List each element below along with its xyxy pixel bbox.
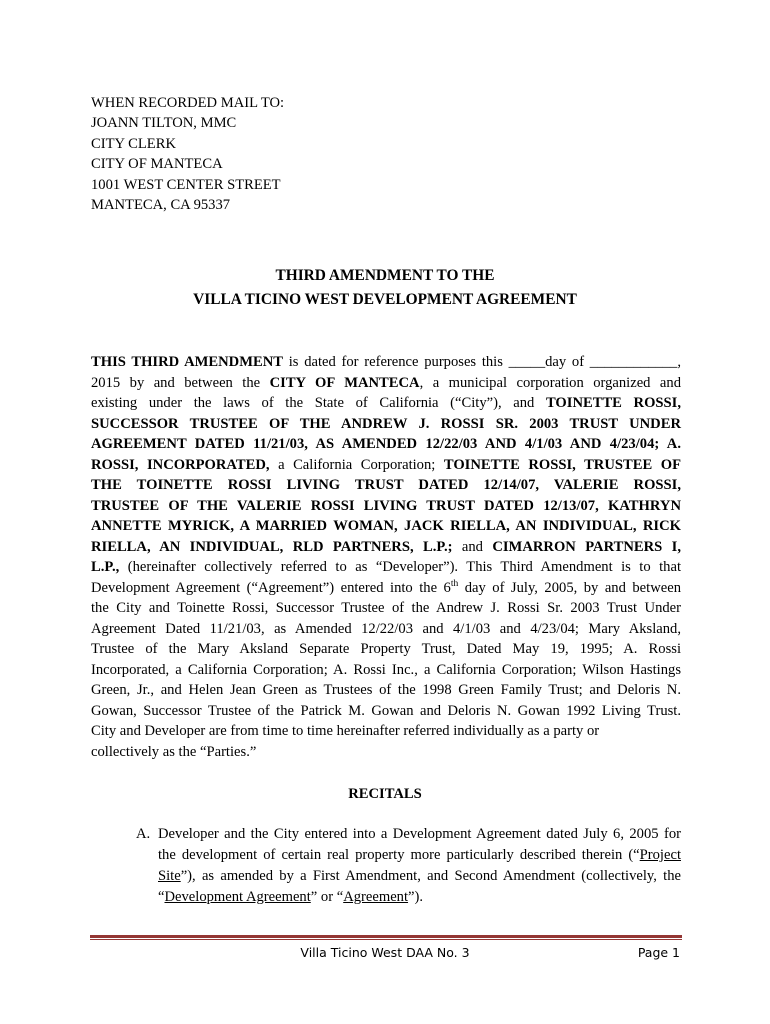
- para-line: AGREEMENT DATED 11/21/03, AS AMENDED 12/22/03 AND 4/1/03 AND 4/23/04; A.: [91, 436, 681, 452]
- para-line: THE TOINETTE ROSSI LIVING TRUST DATED 12/14/07, VALERIE ROSSI,: [91, 477, 681, 493]
- para-line: Gowan, Successor Trustee of the Patrick M. Gowan and Deloris N. Gowan 1992 Living Trust.: [91, 702, 681, 719]
- document-title: [0, 264, 770, 311]
- recital-a: [136, 824, 681, 908]
- footer-page-number: Page 1: [637, 945, 680, 960]
- para-line: existing under the laws of the State of California (“City”), and TOINETTE ROSSI,: [91, 395, 681, 411]
- project-site-term: Project: [639, 847, 681, 863]
- para-line: L.P., (hereinafter collectively referred to as “Developer”). This Third Amendment is to that: [91, 559, 681, 575]
- recital-marker: A.: [136, 826, 151, 842]
- para-line: 2015 by and between the CITY OF MANTECA, a municipal corporation organized and: [91, 374, 682, 391]
- para-line: Trustee of the Mary Aksland Separate Property Trust, Dated May 19, 1995; A. Rossi: [91, 641, 681, 657]
- address-line: WHEN RECORDED MAIL TO:: [91, 95, 285, 111]
- recording-address-block: [91, 93, 284, 215]
- para-line: TRUSTEE OF THE VALERIE ROSSI LIVING TRUST DATED 12/13/07, KATHRYN: [91, 497, 681, 514]
- title-line-2: VILLA TICINO WEST DEVELOPMENT AGREEMENT: [193, 290, 577, 308]
- para-line: Agreement Dated 11/21/03, as Amended 12/22/03 and 4/1/03 and 4/23/04; Mary Aksland,: [91, 620, 681, 637]
- para-line: ANNETTE MYRICK, A MARRIED WOMAN, JACK RIELLA, AN INDIVIDUAL, RICK: [91, 518, 681, 534]
- para-line: Green, Jr., and Helen Jean Green as Trustees of the 1998 Green Family Trust; and Deloris N.: [91, 682, 681, 698]
- para-line: collectively as the “Parties.”: [91, 743, 257, 760]
- recitals-heading: RECITALS: [348, 786, 422, 802]
- recital-line: the development of certain real property more particularly described therein (“Project: [158, 847, 681, 863]
- address-line: MANTECA, CA 95337: [91, 197, 231, 214]
- para-line: SUCCESSOR TRUSTEE OF THE ANDREW J. ROSSI SR. 2003 TRUST UNDER: [91, 415, 681, 432]
- project-site-term: Site: [158, 868, 181, 884]
- address-line: JOANN TILTON, MMC: [91, 115, 237, 132]
- address-line: CITY CLERK: [91, 135, 176, 152]
- para-line: ROSSI, INCORPORATED, a California Corporation; TOINETTE ROSSI, TRUSTEE OF: [91, 456, 681, 473]
- recital-line: “Development Agreement” or “Agreement”).: [158, 889, 424, 905]
- para-line: Incorporated, a California Corporation; A. Rossi Inc., a California Corporation; Wilson Hastings: [91, 661, 681, 678]
- para-line: the City and Toinette Rossi, Successor Trustee of the Andrew J. Rossi Sr. 2003 Trust Under: [91, 600, 681, 616]
- recital-line: Developer and the City entered into a Development Agreement dated July 6, 2005 for: [158, 826, 681, 842]
- para-line: RIELLA, AN INDIVIDUAL, RLD PARTNERS, L.P.; and CIMARRON PARTNERS I,: [91, 538, 681, 555]
- para-line: City and Developer are from time to time hereinafter referred individually as a party or: [91, 723, 600, 739]
- footer-rule: [90, 935, 682, 938]
- address-line: 1001 WEST CENTER STREET: [91, 176, 281, 193]
- development-agreement-term: Development Agreement: [164, 889, 311, 905]
- intro-paragraph: [91, 352, 681, 762]
- recital-line: Site”), as amended by a First Amendment, and Second Amendment (collectively, the: [158, 868, 681, 884]
- footer-rule-thin: [90, 939, 682, 940]
- agreement-term: Agreement: [343, 889, 409, 905]
- para-line: Development Agreement (“Agreement”) entered into the 6th day of July, 2005, by and between: [91, 578, 682, 596]
- address-line: CITY OF MANTECA: [91, 156, 223, 173]
- para-line: THIS THIRD AMENDMENT is dated for reference purposes this _____day of ____________,: [91, 354, 681, 370]
- title-line-1: THIRD AMENDMENT TO THE: [275, 267, 495, 284]
- footer-document-title: Villa Ticino West DAA No. 3: [300, 945, 470, 960]
